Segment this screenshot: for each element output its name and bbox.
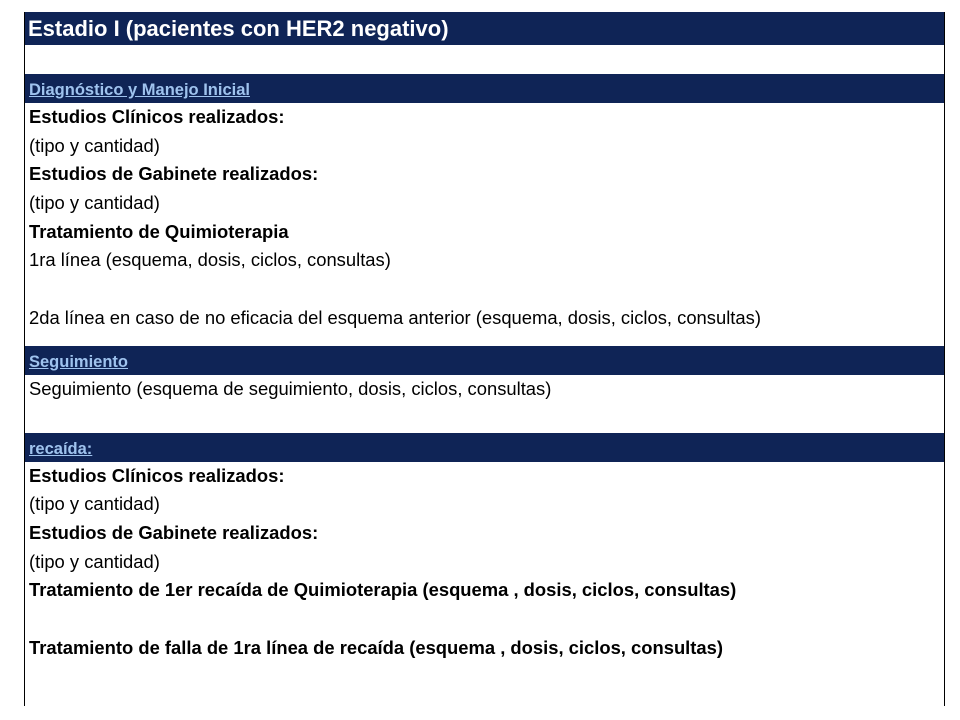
spreadsheet-page — [24, 12, 945, 706]
section-header-recaida — [25, 433, 944, 462]
section-header-seguimiento — [25, 346, 944, 375]
followup-row: Seguimiento (esquema de seguimiento, dosis, ciclos, consultas) — [29, 377, 552, 399]
diag-imaging-studies-note: (tipo y cantidad) — [29, 192, 160, 214]
relapse-imaging-studies-note: (tipo y cantidad) — [29, 550, 160, 572]
section-link-diagnostico[interactable]: Diagnóstico y Manejo Inicial — [29, 81, 250, 99]
relapse-imaging-studies-label: Estudios de Gabinete realizados: — [29, 521, 319, 543]
blank-row — [25, 275, 944, 304]
relapse-clinical-studies-label: Estudios Clínicos realizados: — [29, 464, 285, 486]
relapse-failure-treatment: Tratamiento de falla de 1ra línea de recaída (esquema , dosis, ciclos, consultas) — [29, 636, 723, 658]
diag-chemo-label: Tratamiento de Quimioterapia — [29, 220, 289, 242]
blank-row — [25, 663, 944, 692]
relapse-clinical-studies-note: (tipo y cantidad) — [29, 493, 160, 515]
section-header-diagnostico — [25, 74, 944, 103]
diag-second-line: 2da línea en caso de no eficacia del esquema anterior (esquema, dosis, ciclos, consultas) — [29, 307, 761, 329]
page-title: Estadio I (pacientes con HER2 negativo) — [25, 12, 944, 45]
section-link-seguimiento[interactable]: Seguimiento — [29, 352, 129, 371]
blank-row — [25, 605, 944, 634]
diag-clinical-studies-label: Estudios Clínicos realizados: — [29, 106, 285, 127]
section-link-recaida[interactable]: recaída: — [29, 439, 93, 458]
blank-row — [25, 45, 944, 74]
diag-imaging-studies-label: Estudios de Gabinete realizados: — [29, 163, 319, 185]
diag-clinical-studies-note: (tipo y cantidad) — [29, 134, 160, 156]
blank-row — [25, 404, 944, 433]
relapse-first-treatment: Tratamiento de 1er recaída de Quimioterapia (esquema , dosis, ciclos, consultas) — [29, 579, 737, 601]
blank-row — [25, 333, 944, 346]
diag-first-line: 1ra línea (esquema, dosis, ciclos, consultas) — [29, 249, 391, 271]
